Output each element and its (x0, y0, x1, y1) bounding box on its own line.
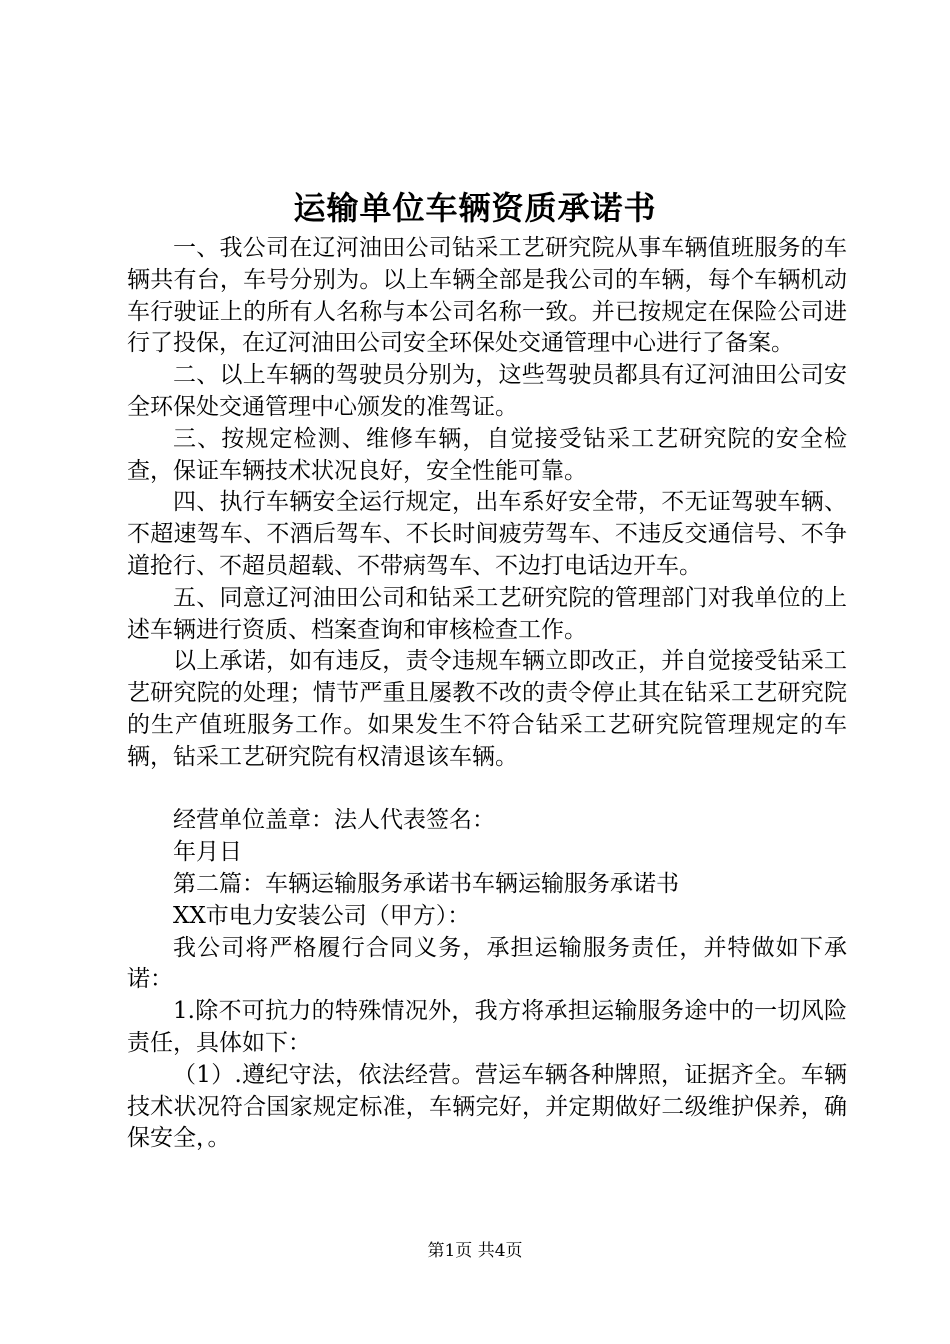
paragraph-1: 一、我公司在辽河油田公司钻采工艺研究院从事车辆值班服务的车辆共有台，车号分别为。以上车辆全部是我公司的车辆，每个车辆机动车行驶证上的所有人名称与本公司名称一致。并已按规定在保险公司进行了投保，在辽河油田公司安全环保处交通管理中心进行了备案。 (127, 235, 847, 357)
paragraph-2: 二、以上车辆的驾驶员分别为，这些驾驶员都具有辽河油田公司安全环保处交通管理中心颁发的准驾证。 (127, 362, 847, 420)
second-article-title: 第二篇：车辆运输服务承诺书车辆运输服务承诺书 (173, 870, 679, 897)
paragraph-commitment: 以上承诺，如有违反，责令违规车辆立即改正，并自觉接受钻采工艺研究院的处理；情节严重且屡教不改的责令停止其在钻采工艺研究院的生产值班服务工作。如果发生不符合钻采工艺研究院管理规定的车辆，钻采工艺研究院有权清退该车辆。 (127, 648, 847, 770)
document-body (127, 233, 847, 1155)
second-paragraph-2: 1.除不可抗力的特殊情况外，我方将承担运输服务途中的一切风险责任，具体如下： (127, 998, 847, 1056)
addressee-line: XX市电力安装公司（甲方）： (173, 902, 471, 929)
date-line: 年月日 (173, 839, 242, 866)
blank-line (127, 774, 847, 806)
page-footer: 第1页 共4页 (427, 1241, 523, 1261)
second-paragraph-1: 我公司将严格履行合同义务，承担运输服务责任，并特做如下承诺： (127, 934, 847, 993)
paragraph-3: 三、按规定检测、维修车辆，自觉接受钻采工艺研究院的安全检查，保证车辆技术状况良好，安全性能可靠。 (127, 425, 847, 484)
signature-line: 经营单位盖章：法人代表签名： (173, 807, 495, 834)
second-paragraph-3: （1）.遵纪守法，依法经营。营运车辆各种牌照，证据齐全。车辆技术状况符合国家规定标准，车辆完好，并定期做好二级维护保养，确保安全，。 (127, 1061, 847, 1152)
paragraph-4: 四、执行车辆安全运行规定，出车系好安全带，不无证驾驶车辆、不超速驾车、不酒后驾车、不长时间疲劳驾车、不违反交通信号、不争道抢行、不超员超载、不带病驾车、不边打电话边开车。 (127, 489, 847, 579)
paragraph-5: 五、同意辽河油田公司和钻采工艺研究院的管理部门对我单位的上述车辆进行资质、档案查询和审核检查工作。 (127, 584, 847, 643)
document-title: 运输单位车辆资质承诺书 (293, 189, 657, 227)
